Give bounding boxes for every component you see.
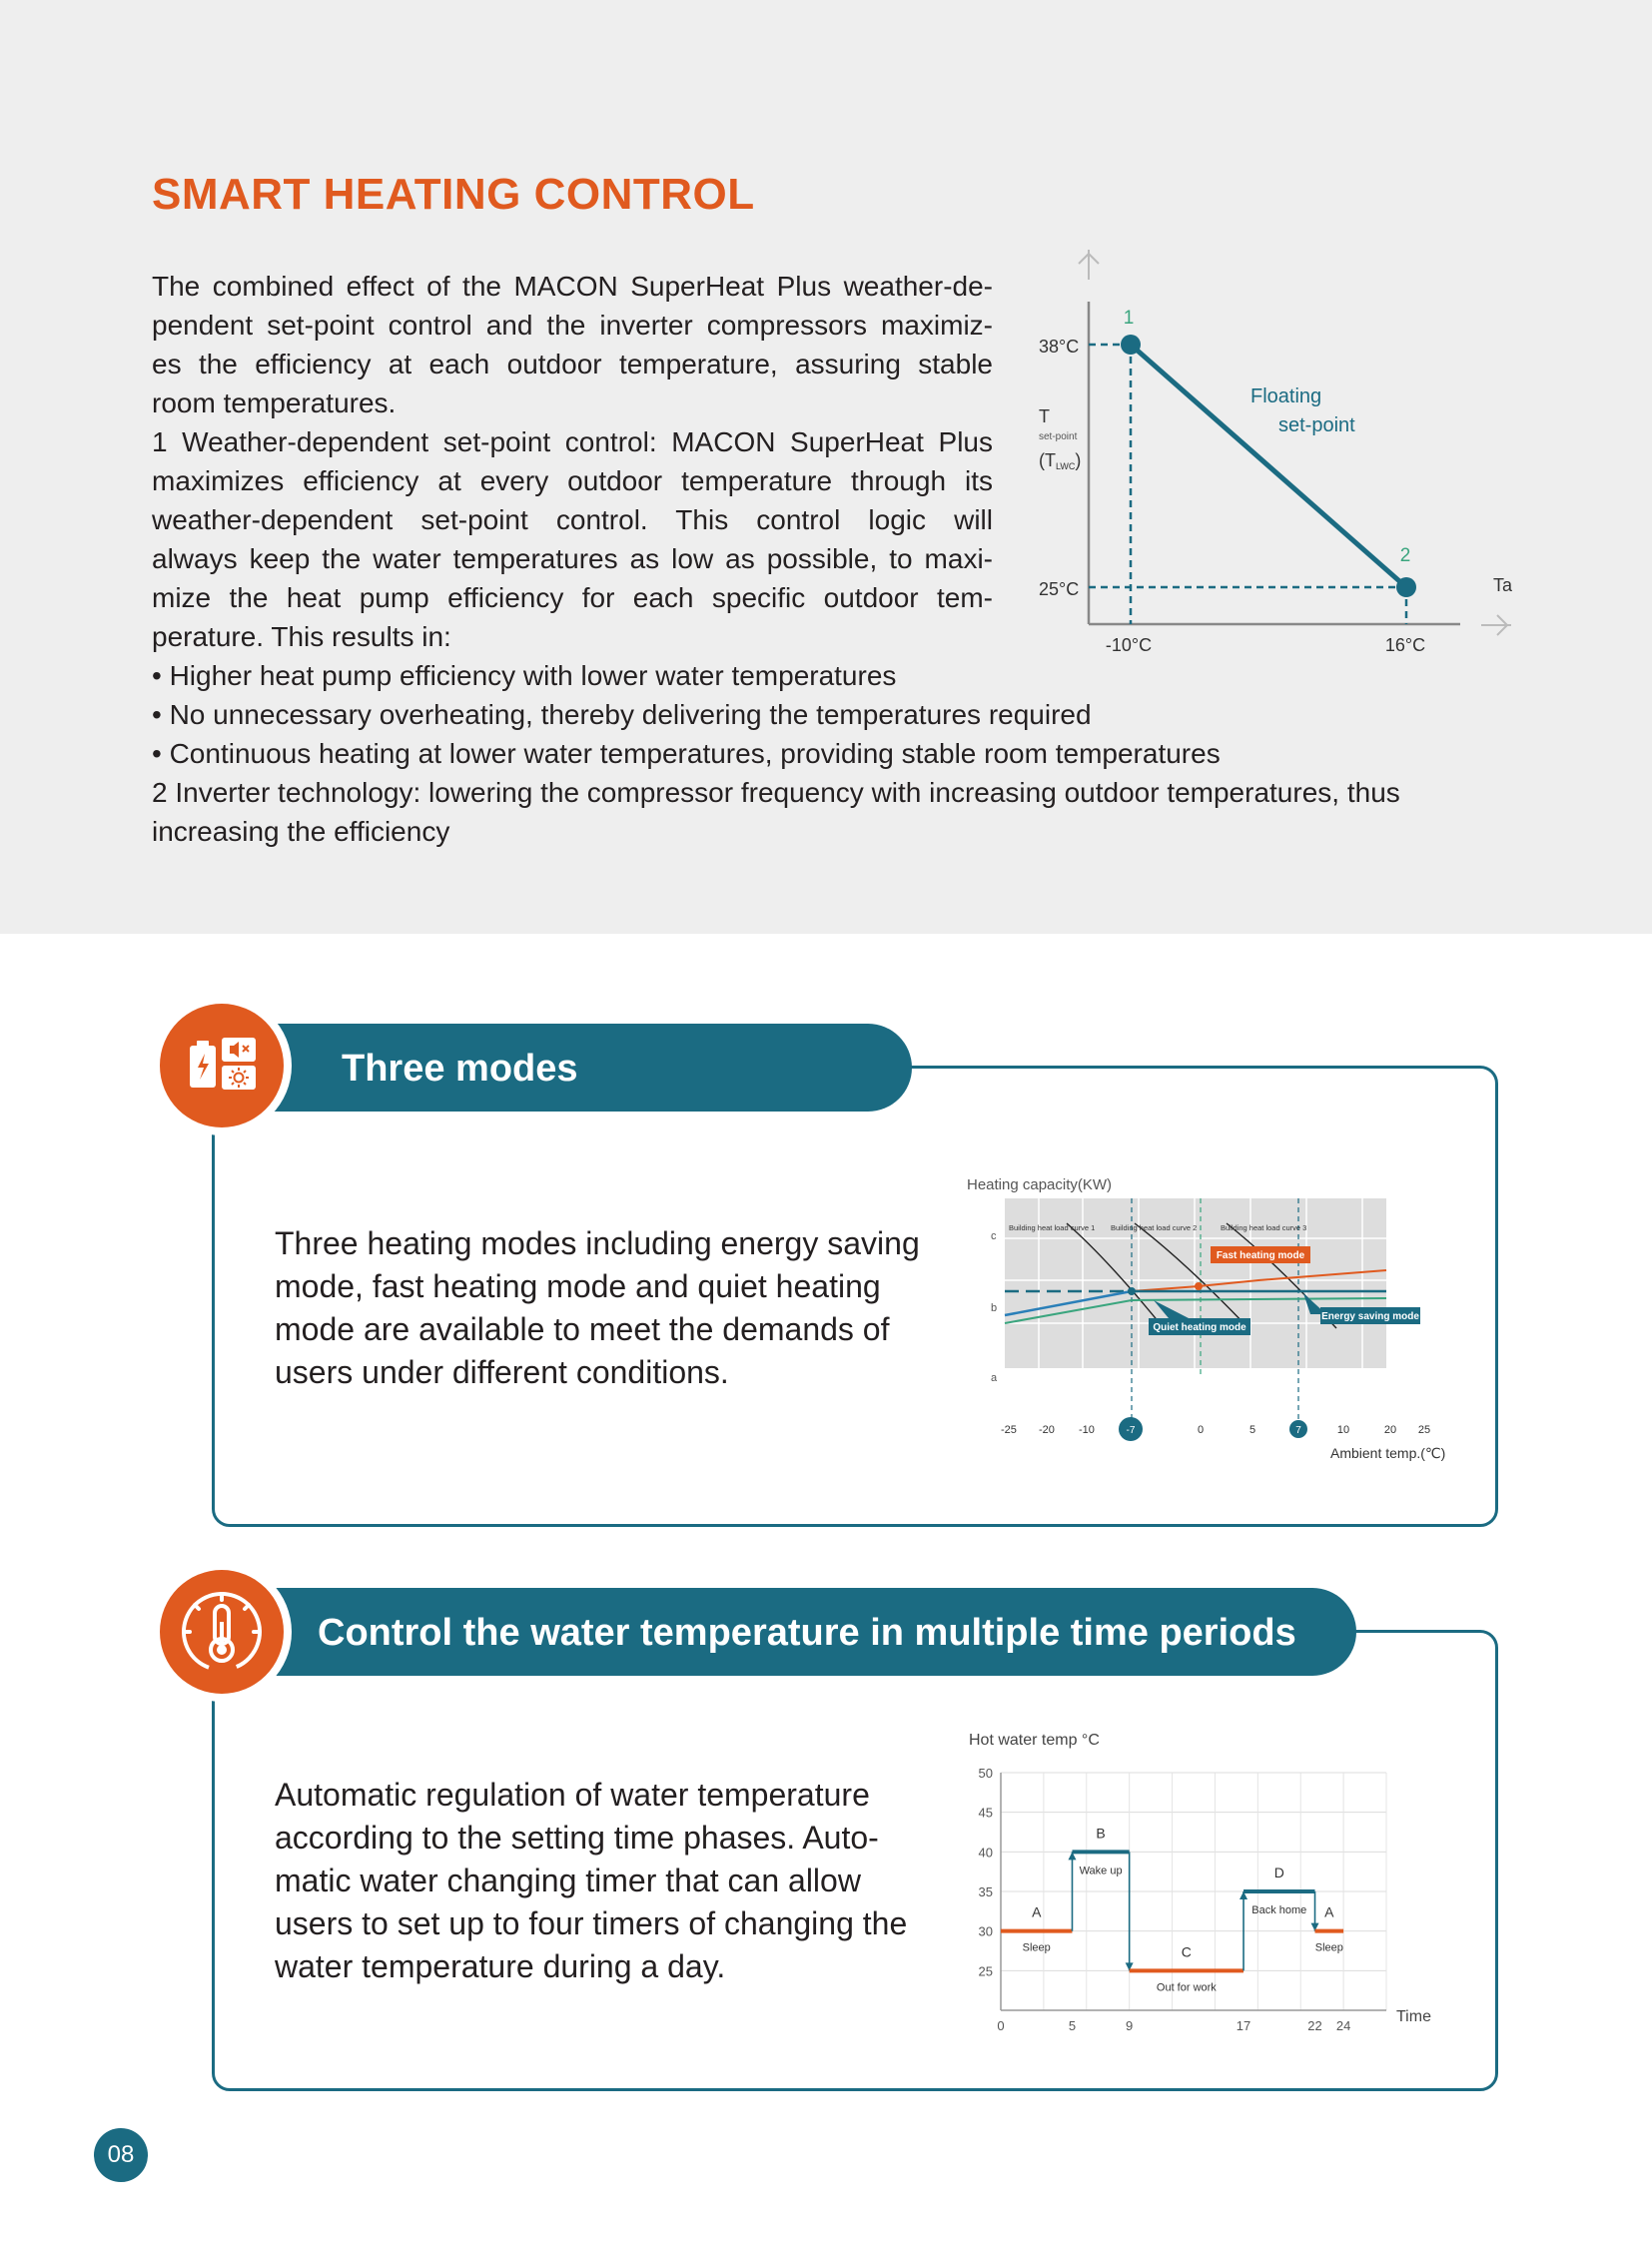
hw-y-axis-title: Hot water temp °C <box>969 1732 1100 1749</box>
y-axis-title: T <box>1039 406 1050 426</box>
energy-mode-label: Energy saving mode <box>1321 1311 1419 1322</box>
hw-x-tick: 22 <box>1307 2018 1322 2032</box>
marker-fast <box>1195 1282 1203 1290</box>
hw-segment-name: Out for work <box>1156 1981 1217 1994</box>
three-modes-banner <box>268 1024 912 1112</box>
y-tick-c: c <box>991 1230 997 1242</box>
thermometer-dial-icon <box>160 1570 284 1694</box>
hw-y-tick: 45 <box>978 1805 993 1821</box>
paren-open: (T <box>1039 450 1056 470</box>
modes-y-axis-title: Heating capacity(KW) <box>967 1176 1113 1193</box>
setpoint-line <box>1131 345 1406 587</box>
time-periods-title: Control the water temperature in multiple time periods <box>318 1612 1296 1654</box>
x-axis-arrow-icon <box>1481 615 1511 635</box>
hw-segment-letter: D <box>1273 1865 1284 1880</box>
quiet-mode-label: Quiet heating mode <box>1153 1322 1246 1333</box>
intro-line: maximizes efficiency at every outdoor temperature through its <box>152 465 993 496</box>
hw-segment-letter: A <box>1032 1903 1042 1920</box>
x-tick: -25 <box>1001 1424 1017 1436</box>
x-tick: 0 <box>1197 1424 1205 1436</box>
point-label-2: 2 <box>1399 545 1411 566</box>
hw-segment-name: Back home <box>1251 1904 1307 1916</box>
time-text-line: Automatic regulation of water temperature <box>275 1777 870 1813</box>
paren-sub: LWC <box>1056 461 1076 471</box>
fast-mode-label: Fast heating mode <box>1216 1250 1305 1261</box>
time-periods-banner <box>268 1588 1356 1676</box>
time-badge <box>152 1562 292 1702</box>
y-tick-a: a <box>991 1372 998 1384</box>
intro-line: pendent set-point control and the inverter compressors maximiz- <box>152 310 993 341</box>
time-text-line: matic water changing timer that can allow <box>275 1863 861 1898</box>
intro-line: es the efficiency at each outdoor temperature, assuring stable <box>152 349 993 379</box>
x-tick: -7 <box>1126 1425 1136 1436</box>
x-label-16: 16°C <box>1384 635 1426 655</box>
hw-x-tick: 0 <box>997 2018 1005 2032</box>
page-number: 08 <box>94 2128 148 2182</box>
hw-y-tick: 25 <box>978 1963 993 1979</box>
benefit-bullet: • Higher heat pump efficiency with lower water temperatures <box>152 660 897 691</box>
hw-segment-name: Sleep <box>1022 1941 1051 1954</box>
hw-segment-name: Wake up <box>1079 1865 1123 1877</box>
x-label-minus10: -10°C <box>1105 635 1153 655</box>
intro-line: always keep the water temperatures as low as possible, to maxi- <box>152 543 993 574</box>
setpoint-point-2 <box>1396 577 1416 597</box>
load-curve-label-1: Building heat load curve 1 <box>1009 1223 1096 1232</box>
hw-x-tick: 9 <box>1126 2018 1134 2032</box>
y-label-38: 38°C <box>1039 337 1080 357</box>
setpoint-chart <box>1009 250 1528 669</box>
intro-line: 1 Weather-dependent set-point control: MACON SuperHeat Plus <box>152 426 993 457</box>
section-title: SMART HEATING CONTROL <box>152 170 755 219</box>
point-label-1: 1 <box>1123 308 1135 329</box>
y-axis-arrow-icon <box>1079 250 1099 280</box>
load-curve-label-3: Building heat load curve 3 <box>1221 1223 1307 1232</box>
hw-x-tick: 5 <box>1068 2018 1077 2032</box>
x-tick: -20 <box>1039 1424 1055 1436</box>
modes-text-line: users under different conditions. <box>275 1354 729 1390</box>
x-tick: 7 <box>1295 1425 1301 1436</box>
hw-segment-letter: C <box>1181 1943 1192 1960</box>
setpoint-label: set-point <box>1278 414 1355 436</box>
y-axis-paren <box>1039 450 1081 471</box>
benefit-bullet: • No unnecessary overheating, thereby delivering the temperatures required <box>152 699 1092 730</box>
intro-line: mize the heat pump efficiency for each specific outdoor tem- <box>152 582 993 613</box>
hw-y-tick: 30 <box>978 1923 993 1939</box>
inverter-line: 2 Inverter technology: lowering the compressor frequency with increasing outdoor temperatures, thus <box>152 777 1400 808</box>
intro-line: perature. This results in: <box>152 621 451 652</box>
modes-chart <box>959 1168 1468 1468</box>
three-modes-title: Three modes <box>342 1048 578 1090</box>
hw-segment-letter: A <box>1324 1903 1334 1920</box>
modes-badge-circle <box>160 1004 284 1127</box>
hw-y-tick: 35 <box>978 1884 993 1899</box>
x-tick: 5 <box>1248 1424 1256 1436</box>
x-tick: 20 <box>1383 1424 1397 1436</box>
hw-x-tick: 17 <box>1236 2018 1251 2032</box>
benefit-bullet: • Continuous heating at lower water temperatures, providing stable room temperatures <box>152 738 1221 769</box>
x-tick: -10 <box>1079 1424 1095 1436</box>
y-label-25: 25°C <box>1039 579 1080 599</box>
paren-close: ) <box>1075 450 1082 470</box>
hw-y-tick: 40 <box>978 1845 993 1861</box>
hot-water-chart <box>959 1728 1458 2032</box>
setpoint-point-1 <box>1121 335 1141 355</box>
modes-text-line: mode, fast heating mode and quiet heating <box>275 1268 881 1304</box>
intro-line: room temperatures. <box>152 387 397 418</box>
inverter-line: increasing the efficiency <box>152 816 450 847</box>
time-text-line: according to the setting time phases. Auto- <box>275 1820 879 1856</box>
time-text-line: users to set up to four timers of changing the <box>275 1905 908 1941</box>
x-tick: 25 <box>1417 1424 1431 1436</box>
modes-text-line: Three heating modes including energy saving <box>275 1225 920 1261</box>
hw-segment-name: Sleep <box>1314 1941 1343 1954</box>
x-tick: 10 <box>1336 1424 1350 1436</box>
load-curve-label-2: Building heat load curve 2 <box>1111 1223 1198 1232</box>
marker-quiet <box>1128 1287 1136 1295</box>
mode-panel-icon <box>160 1004 284 1127</box>
x-axis-title: Ta <box>1493 575 1513 595</box>
hw-x-axis-title: Time <box>1396 2008 1431 2025</box>
modes-x-axis-title: Ambient temp.(℃) <box>1330 1445 1446 1461</box>
hw-y-tick: 50 <box>978 1766 993 1781</box>
y-tick-b: b <box>991 1302 998 1314</box>
hw-x-tick: 24 <box>1335 2018 1351 2032</box>
floating-label: Floating <box>1250 385 1322 407</box>
intro-line: The combined effect of the MACON SuperHeat Plus weather-de- <box>152 271 993 302</box>
intro-line: weather-dependent set-point control. This control logic will <box>152 504 993 535</box>
time-text-line: water temperature during a day. <box>275 1948 726 1984</box>
modes-badge <box>152 996 292 1135</box>
hw-segment-letter: B <box>1096 1825 1106 1842</box>
modes-text-line: mode are available to meet the demands of <box>275 1311 890 1347</box>
y-axis-subtitle: set-point <box>1039 431 1078 442</box>
time-badge-circle <box>160 1570 284 1694</box>
